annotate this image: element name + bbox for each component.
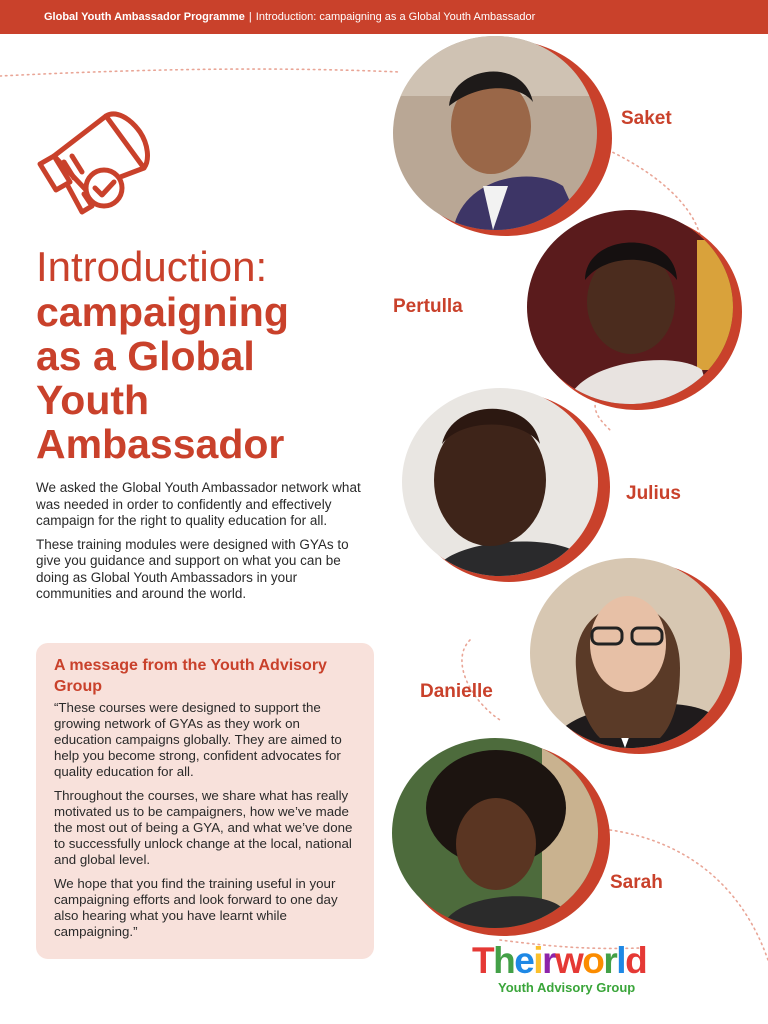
- portrait-pertulla: [527, 210, 733, 404]
- title-line-3: as a Global: [36, 333, 255, 379]
- logo-letter: i: [533, 940, 543, 981]
- person-name: Pertulla: [393, 296, 463, 317]
- title-line-2: campaigning: [36, 289, 289, 335]
- logo-wordmark: [472, 942, 672, 980]
- theirworld-logo: [472, 942, 672, 995]
- header-separator: |: [248, 11, 252, 23]
- logo-letter: r: [542, 940, 555, 981]
- megaphone-icon: [34, 104, 152, 222]
- page-title: [36, 244, 376, 466]
- message-paragraph: We hope that you find the training useful in your campaigning efforts and look forward to one day also hearing what you have learnt while campaigning.”: [54, 876, 338, 939]
- person-photo-icon: [392, 738, 598, 928]
- portrait-julius: [402, 388, 598, 576]
- title-line-5: Ambassador: [36, 421, 285, 467]
- intro-paragraph: We asked the Global Youth Ambassador network what was needed in order to confidently and effectively campaign for the right to quality education for all.: [36, 480, 361, 528]
- person-photo-icon: [530, 558, 730, 748]
- logo-letter: w: [554, 940, 583, 981]
- section-name: Introduction: campaigning as a Global Youth Ambassador: [255, 11, 536, 23]
- header-bar: [0, 0, 768, 34]
- title-line-1: Introduction:: [36, 243, 268, 290]
- person-name: Julius: [626, 483, 681, 504]
- message-paragraph: “These courses were designed to support the growing network of GYAs as they work on education campaigns globally. They are aimed to help you become strong, confident advocates for quality education for all.: [54, 700, 342, 779]
- message-box: [36, 643, 374, 959]
- person-name: Sarah: [610, 872, 663, 893]
- programme-name: Global Youth Ambassador Programme: [44, 11, 245, 23]
- person-name: Saket: [621, 108, 672, 129]
- logo-letter: l: [616, 940, 626, 981]
- portrait-saket: [393, 36, 597, 230]
- person-name: Danielle: [420, 681, 493, 702]
- intro-paragraph: These training modules were designed with GYAs to give you guidance and support on what you can be doing as Global Youth Ambassadors in your communities and around the world.: [36, 536, 349, 601]
- person-photo-icon: [527, 210, 733, 404]
- logo-letter: T: [472, 940, 494, 981]
- logo-letter: o: [582, 940, 604, 981]
- logo-letter: h: [493, 940, 515, 981]
- message-heading: A message from the Youth Advisory Group: [54, 657, 327, 695]
- logo-letter: d: [625, 940, 647, 981]
- portrait-sarah: [392, 738, 598, 928]
- person-photo-icon: [402, 388, 598, 576]
- logo-letter: r: [603, 940, 617, 981]
- logo-letter: e: [514, 940, 534, 981]
- person-photo-icon: [393, 36, 597, 230]
- logo-subtitle: Youth Advisory Group: [498, 980, 636, 995]
- intro-text: [36, 480, 374, 610]
- title-line-4: Youth: [36, 377, 150, 423]
- message-paragraph: Throughout the courses, we share what has really motivated us to be campaigners, how we’ve made the most out of being a GYA, and what we’ve done to successfully unlock change at the local, national and global level.: [54, 788, 353, 867]
- portrait-danielle: [530, 558, 730, 748]
